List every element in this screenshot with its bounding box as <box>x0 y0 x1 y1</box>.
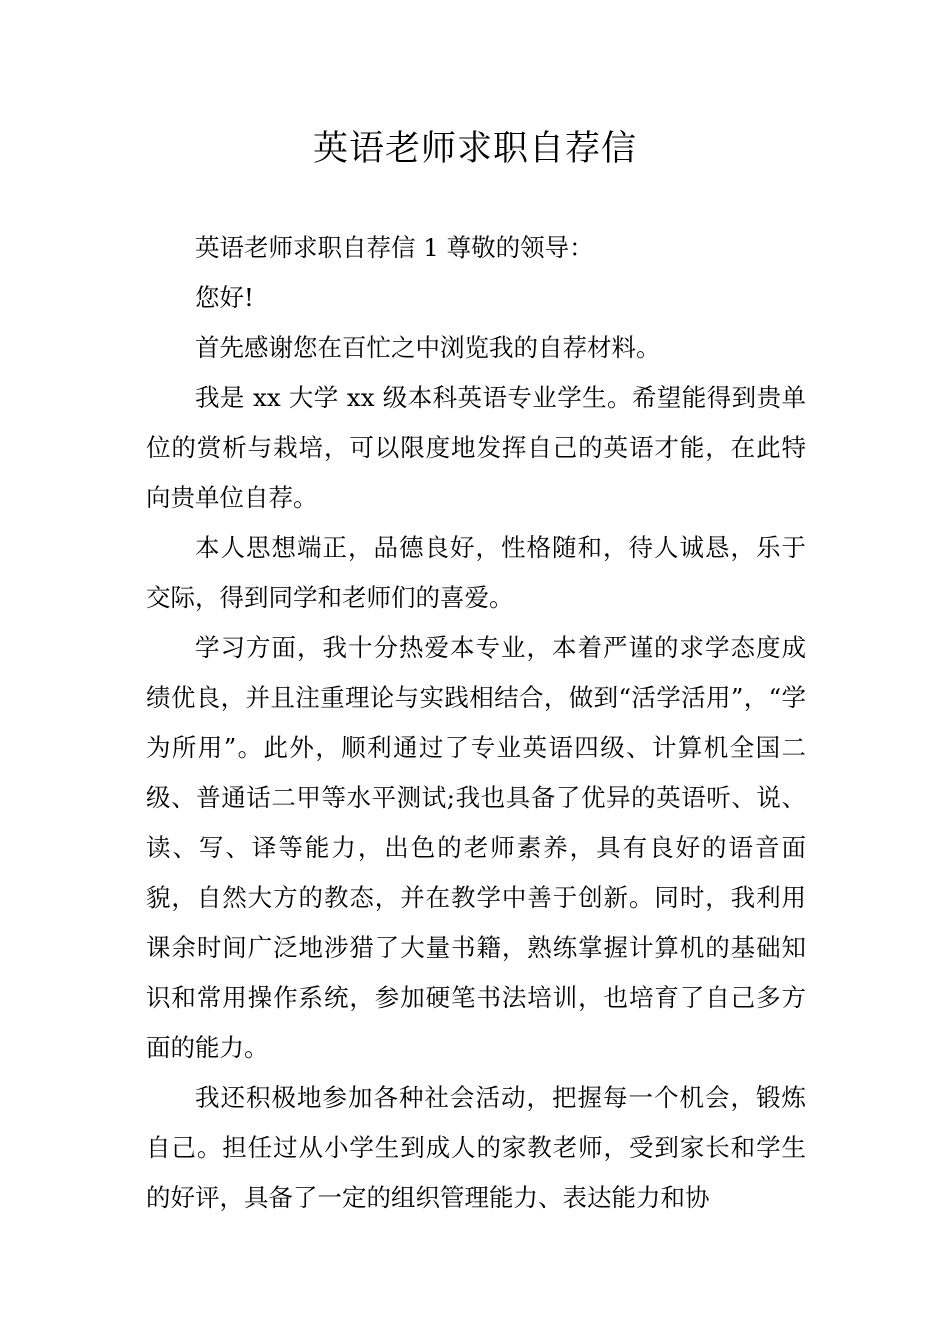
paragraph-activities: 我还积极地参加各种社会活动，把握每一个机会，锻炼自己。担任过从小学生到成人的家教老师，受到家长和学生的好评，具备了一定的组织管理能力、表达能力和协 <box>146 1083 806 1212</box>
paragraph-hello: 您好! <box>195 283 254 312</box>
letter-body <box>146 223 806 1223</box>
paragraph-thanks: 首先感谢您在百忙之中浏览我的自荐材料。 <box>195 333 661 362</box>
paragraph-introduction: 我是 xx 大学 xx 级本科英语专业学生。希望能得到贵单位的赏析与栽培，可以限度地发挥自己的英语才能，在此特向贵单位自荐。 <box>146 383 806 512</box>
document-title: 英语老师求职自荐信 <box>312 129 637 169</box>
paragraph-study: 学习方面，我十分热爱本专业，本着严谨的求学态度成绩优良，并且注重理论与实践相结合，做到“活学活用”，“学为所用”。此外，顺利通过了专业英语四级、计算机全国二级、普通话二甲等水平测试;我也具备了优异的英语听、说、读、写、译等能力，出色的老师素养，具有良好的语音面貌，自然大方的教态，并在教学中善于创新。同时，我利用课余时间广泛地涉猎了大量书籍，熟练掌握计算机的基础知识和常用操作系统，参加硬笔书法培训，也培育了自己多方面的能力。 <box>146 633 806 1062</box>
paragraph-character: 本人思想端正，品德良好，性格随和，待人诚恳，乐于交际，得到同学和老师们的喜爱。 <box>146 533 806 612</box>
paragraph-greeting-line: 英语老师求职自荐信 1 尊敬的领导： <box>195 233 594 262</box>
